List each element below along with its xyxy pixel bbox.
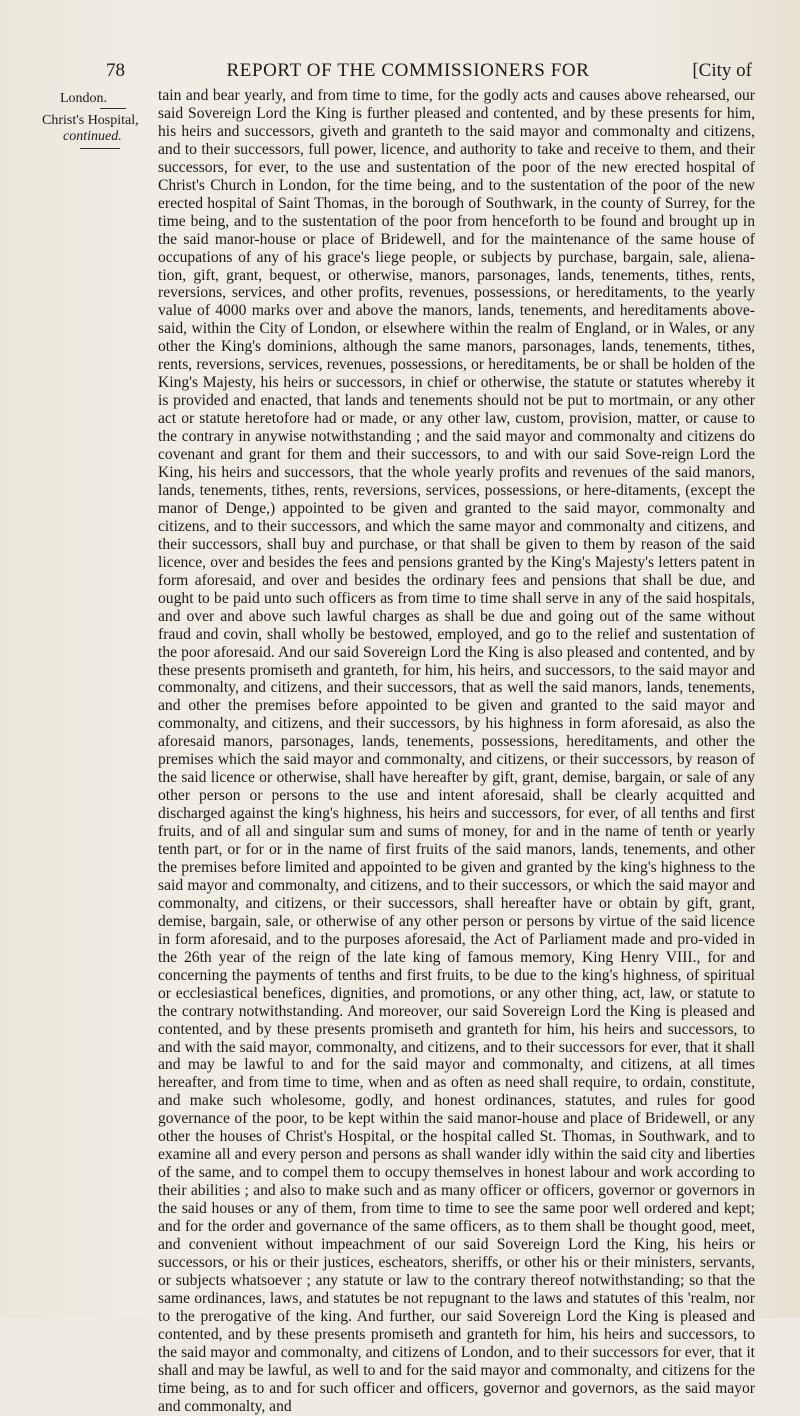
body-text <box>158 87 755 1416</box>
running-head-right: [City of <box>692 60 752 81</box>
page-header <box>106 58 752 86</box>
running-head: REPORT OF THE COMMISSIONERS FOR <box>226 60 590 81</box>
sidenote-rule-bottom <box>80 148 120 149</box>
body-paragraph: tain and bear yearly, and from time to time, for the godly acts and causes above rehearsed, our said Sovereign Lord the King is further pleased and contented, and by these presents for him, his heirs and successors, giveth and granteth to the said mayor and commonalty and citizens, and to their successors, full power, licence, and authority to take and receive to them, and their successors, for ever, to the use and sustentation of the poor of the new erected hospital of Christ's Church in London, for the time being, and to the sustentation of the poor of the new erected hospital of Saint Thomas, in the borough of Southwark, in the county of Surrey, for the time being, and to the sustentation of the poor from henceforth to be found and brought up in the said manor-house or place of Bridewell, and for the maintenance of the same house of occupations of any of his grace's liege people, or subjects by purchase, bargain, sale, aliena-tion, gift, grant, bequest, or otherwise, manors, parsonages, lands, tenements, tithes, rents, reversions, services, and other profits, revenues, possessions, or hereditaments, to the yearly value of 4000 marks over and above the manors, lands, tenements, and hereditaments above-said, within the City of London, or elsewhere within the realm of England, or in Wales, or any other the King's dominions, although the same manors, parsonages, lands, tenements, tithes, rents, reversions, services, revenues, possessions, or hereditaments, be or shall be holden of the King's Majesty, his heirs or successors, in chief or otherwise, the statute or statutes whereby it is provided and enacted, that lands and tenements should not be put to mortmain, or any other act or statute heretofore had or made, or any other law, custom, provision, matter, or cause to the contrary in anywise notwithstanding ; and the said mayor and commonalty and citizens do covenant and grant for them and their successors, to and with our said Sove-reign Lord the King, his heirs and successors, that the whole yearly profits and revenues of the said manors, lands, tenements, tithes, rents, reversions, services, possessions, or here-ditaments, (except the manor of Denge,) appointed to be given and granted to the said mayor, commonalty and citizens, and to their successors, and which the same mayor and commonalty and citizens, and their successors, shall buy and purchase, or that shall be given to them by reason of the said licence, over and besides the fees and pensions granted by the King's Majesty's letters patent in form aforesaid, and over and besides the ordinary fees and pensions that shall be due, and ought to be paid unto such officers as from time to time shall serve in any of the said hospitals, and over and above such lawful charges as shall be due and going out of the same without fraud and covin, shall wholly be bestowed, employed, and go to the relief and sustentation of the poor aforesaid. And our said Sovereign Lord the King is also pleased and contented, and by these presents promiseth and granteth, for him, his heirs, and successors, to the said mayor and commonalty, and citizens, and their successors, that as well the said manors, lands, tenements, and other the premises before appointed to be given and granted to the said mayor and commonalty, and citizens, and their successors, by his highness in form aforesaid, as also the aforesaid manors, parsonages, lands, tenements, possessions, hereditaments, and other the premises which the said mayor and commonalty, and citizens, or their successors, by reason of the said licence or otherwise, shall have hereafter by gift, grant, demise, bargain, or sale of any other person or persons to the use and intent aforesaid, shall be clearly acquitted and discharged against the king's highness, his heirs and successors, for ever, of all tenths and first fruits, and of all and singular sum and sums of money, for and in the name of tenth or yearly tenth part, or for or in the name of first fruits of the said manors, lands, tenements, and other the premises before limited and appointed to be given and granted by the king's highness to the said mayor and commonalty, and citizens, and to their successors, or which the said mayor and commonalty, and citizens, or their successors, shall hereafter have or obtain by gift, grant, demise, bargain, sale, or otherwise of any other person or persons by virtue of the said licence in form aforesaid, and to the purposes aforesaid, the Act of Parliament made and pro-vided in the 26th year of the reign of the late king of famous memory, King Henry VIII., for and concerning the payments of tenths and first fruits, to be due to the king's highness, of spiritual or ecclesiastical benefices, dignities, and promotions, or any other thing, act, law, or statute to the contrary notwithstanding. And moreover, our said Sovereign Lord the King is pleased and contented, and by these presents promiseth and granteth for him, his heirs and successors, to and with the said mayor, commonalty, and citizens, and to their successors for ever, that it shall and may be lawful to and for the said mayor and commonalty, and citizens, at all times hereafter, and from time to time, when and as often as need shall require, to ordain, constitute, and make such wholesome, godly, and honest ordinances, statutes, and rules for good governance of the poor, to be kept within the said manor-house and place of Bridewell, or any other the houses of Christ's Hospital, or the hospital called St. Thomas, in Southwark, and to examine all and every person and persons as shall wander idly within the said city and liberties of the same, and to compel them to occupy themselves in honest labour and work according to their abilities ; and also to make such and as many officer or officers, governor or governors in the said houses or any of them, from time to time to see the same poor well ordered and kept; and for the order and governance of the same officers, as to them shall be thought good, meet, and convenient without impeachment of our said Sovereign Lord the King, his heirs or successors, or his or their justices, escheators, sheriffs, or other his or their ministers, servants, or subjects whatsoever ; any statute or law to the contrary thereof notwithstanding; so that the same ordinances, laws, and statutes be not repugnant to the laws and statutes of this 'realm, nor to the prerogative of the king. And further, our said Sovereign Lord the King is pleased and contented, and by these presents promiseth and granteth for him, his heirs and successors, to the said mayor and commonalty, and citizens of London, and to their successors for ever, that it shall and may be lawful, as well to and for the said mayor and commonalty, and citizens for the time being, as to and for such officer and officers, governor and governors, as the said mayor and commonalty, and <box>158 87 755 1415</box>
sidenote-rule <box>100 108 126 109</box>
page-number: 78 <box>106 60 125 81</box>
sidenote-continued: continued. <box>63 129 122 144</box>
sidenote-place: London. <box>60 91 108 106</box>
sidenote-hospital: Christ's Hospital, <box>42 113 139 128</box>
